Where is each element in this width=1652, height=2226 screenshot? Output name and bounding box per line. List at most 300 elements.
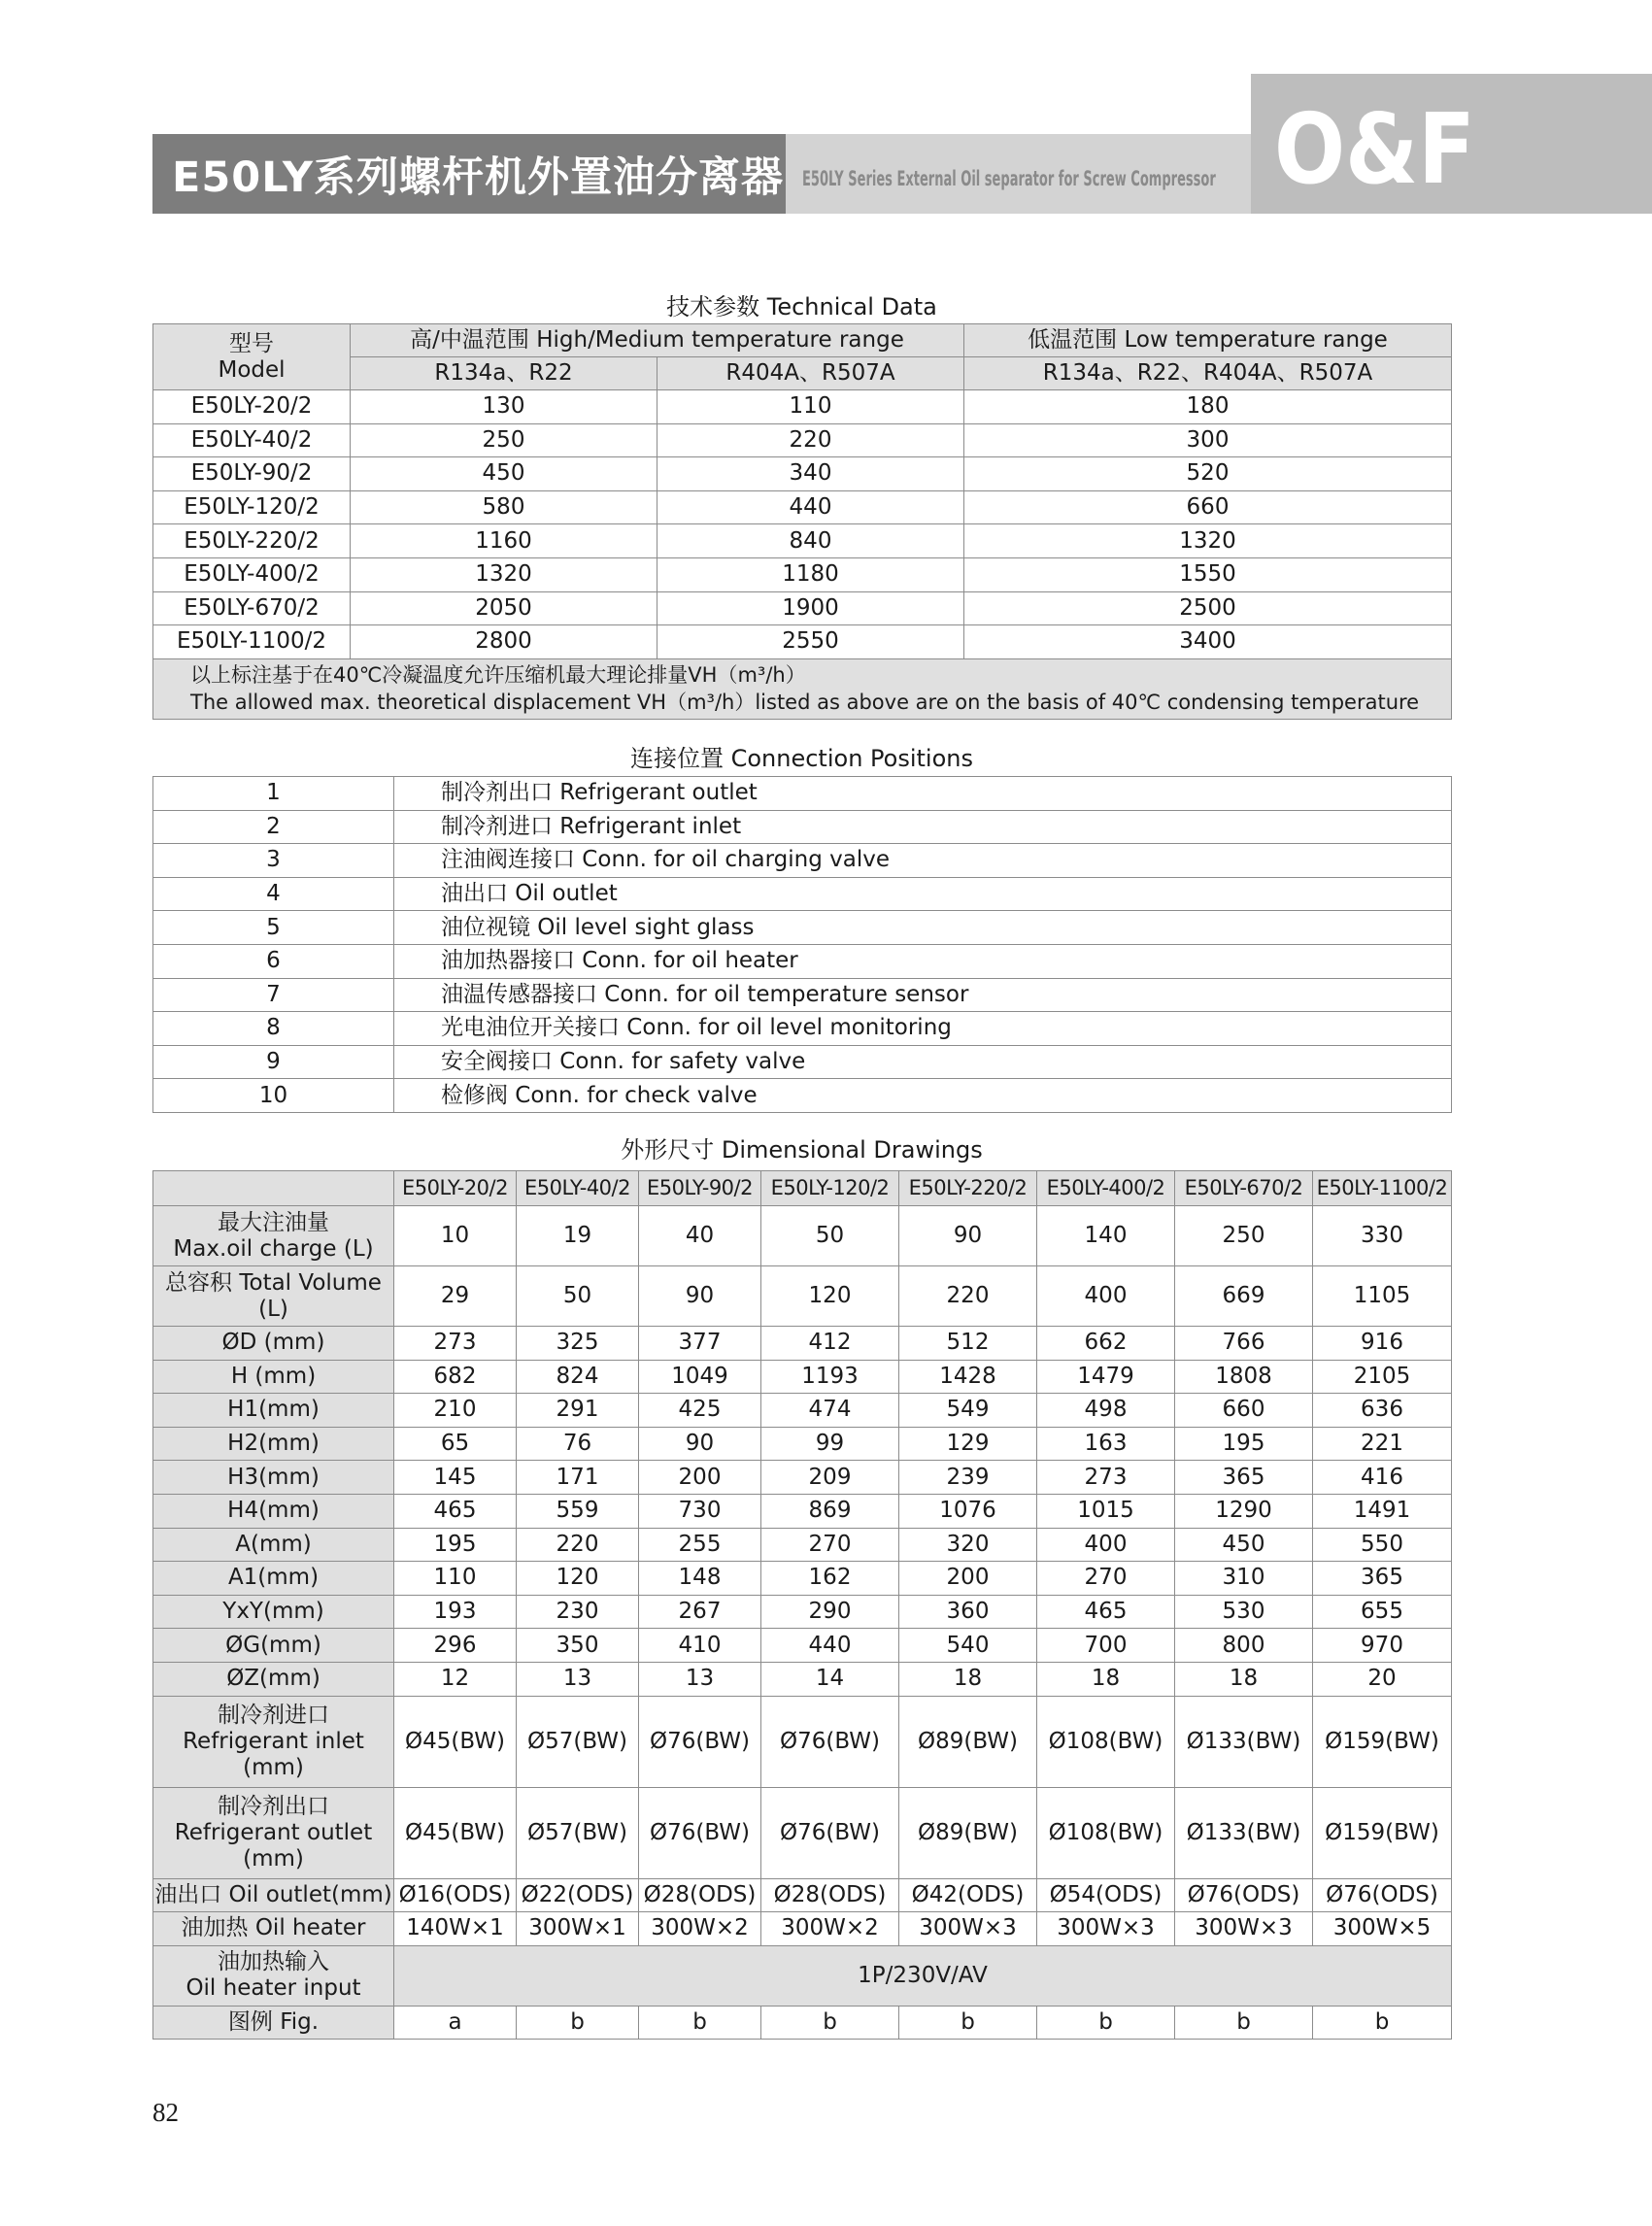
model-column-header: E50LY-670/2 [1175,1171,1313,1206]
dimension-label [153,1461,394,1495]
dimension-value: 145 [394,1461,517,1495]
connection-row [153,1045,1452,1079]
dimension-label-line: (mm) [243,1754,304,1780]
dimension-value: 1015 [1037,1494,1175,1528]
value-cell: 220 [657,423,964,457]
dimension-value: 195 [394,1528,517,1562]
model-column-header: E50LY-400/2 [1037,1171,1175,1206]
heater-input-label [153,1945,394,2006]
dimension-label [153,1494,394,1528]
dimension-label-line: 油出口 Oil outlet(mm) [154,1881,392,1907]
connection-number: 1 [153,777,394,811]
dimensions-title: 外形尺寸 Dimensional Drawings [621,1136,983,1164]
dimension-value: 300W×5 [1313,1912,1452,1946]
dimension-value: 163 [1037,1427,1175,1461]
dimension-label-line: A1(mm) [227,1565,320,1591]
dimension-value: 970 [1313,1629,1452,1663]
dimension-value: Ø28(ODS) [639,1878,761,1912]
dimension-value: 19 [517,1206,639,1266]
dimension-row [153,1878,1452,1912]
dimension-value: 377 [639,1327,761,1361]
dimension-value: Ø108(BW) [1037,1696,1175,1787]
dimension-row [153,1327,1452,1361]
dimension-label [153,1266,394,1327]
model-cell: E50LY-20/2 [153,390,351,424]
dimensions-header-row [153,1171,1452,1206]
dimension-value: 2105 [1313,1360,1452,1394]
dimension-value: Ø159(BW) [1313,1696,1452,1787]
dimension-value: 512 [899,1327,1037,1361]
dimension-value: 655 [1313,1595,1452,1629]
dimension-value: 230 [517,1595,639,1629]
model-header [153,324,351,390]
dimension-value: 99 [761,1427,899,1461]
connection-description: 油加热器接口 Conn. for oil heater [394,944,1452,978]
dimension-value: 1290 [1175,1494,1313,1528]
dimension-value: 530 [1175,1595,1313,1629]
technical-row [153,423,1452,457]
model-column-header: E50LY-1100/2 [1313,1171,1452,1206]
dimension-value: 65 [394,1427,517,1461]
connection-row [153,1079,1452,1113]
dimension-value: 50 [517,1266,639,1327]
dimension-value: 1076 [899,1494,1037,1528]
connection-number: 10 [153,1079,394,1113]
dimension-value: 1428 [899,1360,1037,1394]
connection-row [153,911,1452,945]
dimension-value: Ø76(BW) [761,1696,899,1787]
dimension-value: 440 [761,1629,899,1663]
value-cell: 450 [351,457,657,491]
dimension-row [153,1595,1452,1629]
low-range-header: 低温范围 Low temperature range [964,324,1452,357]
dimension-value: 270 [1037,1562,1175,1596]
value-cell: 2550 [657,625,964,659]
dimension-row [153,1912,1452,1946]
technical-note [153,658,1452,719]
dimension-value: 662 [1037,1327,1175,1361]
dimension-value: 660 [1175,1394,1313,1428]
dimension-label [153,1327,394,1361]
connections-title: 连接位置 Connection Positions [629,745,973,772]
dimension-value: 766 [1175,1327,1313,1361]
dimension-value: 325 [517,1327,639,1361]
dimension-value: Ø76(BW) [639,1696,761,1787]
figure-value: b [1175,2006,1313,2040]
dimension-value: 110 [394,1562,517,1596]
dimension-value: 636 [1313,1394,1452,1428]
model-cell: E50LY-400/2 [153,557,351,591]
note-en: The allowed max. theoretical displacement VH（m³/h）listed as above are on the basis of 40℃ condensing temperature [190,691,1420,715]
dimension-value: 250 [1175,1206,1313,1266]
model-cell: E50LY-1100/2 [153,625,351,659]
dimension-value: 400 [1037,1528,1175,1562]
dimension-row [153,1494,1452,1528]
dimension-value: Ø57(BW) [517,1787,639,1878]
dimension-label-line: Refrigerant outlet [174,1819,373,1845]
dimension-value: 916 [1313,1327,1452,1361]
connection-number: 6 [153,944,394,978]
dimension-value: 140W×1 [394,1912,517,1946]
technical-row [153,457,1452,491]
dimension-value: 148 [639,1562,761,1596]
value-cell: 3400 [964,625,1452,659]
figure-value: b [1037,2006,1175,2040]
value-cell: 1180 [657,557,964,591]
dimension-value: 76 [517,1427,639,1461]
value-cell: 580 [351,490,657,524]
connection-number: 3 [153,844,394,878]
figure-value: b [517,2006,639,2040]
dimension-label-line: YxY(mm) [222,1599,324,1625]
dimension-value: 120 [761,1266,899,1327]
dimension-label-line: 制冷剂进口 [218,1702,329,1728]
dimension-label-line: ØD (mm) [221,1330,325,1356]
connection-description: 制冷剂进口 Refrigerant inlet [394,810,1452,844]
connection-row [153,978,1452,1012]
connection-row [153,1012,1452,1046]
value-cell: 250 [351,423,657,457]
dimension-value: Ø89(BW) [899,1696,1037,1787]
figure-label: 图例 Fig. [153,2006,394,2040]
model-column-header: E50LY-220/2 [899,1171,1037,1206]
dimension-row [153,1394,1452,1428]
note-cn: 以上标注基于在40℃冷凝温度允许压缩机最大理论排量VH（m³/h） [190,663,806,688]
technical-data-table [152,323,1452,720]
figure-value: b [639,2006,761,2040]
dimension-value: 13 [639,1662,761,1696]
dimension-value: 120 [517,1562,639,1596]
dimension-row [153,1696,1452,1787]
dimension-label [153,1662,394,1696]
model-column-header: E50LY-120/2 [761,1171,899,1206]
dimension-value: 416 [1313,1461,1452,1495]
connection-row [153,944,1452,978]
dimension-value: 310 [1175,1562,1313,1596]
technical-note-row [153,658,1452,719]
dimension-row [153,1629,1452,1663]
dimension-label-line: A(mm) [235,1531,312,1557]
value-cell: 2500 [964,591,1452,625]
dimension-label-line: 最大注油量 [218,1209,329,1235]
dimension-value: Ø76(BW) [639,1787,761,1878]
connection-number: 2 [153,810,394,844]
dimension-value: 18 [899,1662,1037,1696]
value-cell: 840 [657,524,964,558]
dimension-value: 320 [899,1528,1037,1562]
dimension-value: Ø57(BW) [517,1696,639,1787]
dimension-value: 29 [394,1266,517,1327]
connection-description: 安全阀接口 Conn. for safety valve [394,1045,1452,1079]
dimension-label-line: ØZ(mm) [226,1666,320,1692]
dimension-value: 220 [517,1528,639,1562]
model-cell: E50LY-40/2 [153,423,351,457]
dimension-value: 824 [517,1360,639,1394]
connection-number: 7 [153,978,394,1012]
dimension-value: 474 [761,1394,899,1428]
technical-row [153,390,1452,424]
model-header-en: Model [218,356,286,383]
value-cell: 1900 [657,591,964,625]
dimension-value: 1049 [639,1360,761,1394]
dimension-label-line: Refrigerant inlet [183,1728,364,1754]
dimension-label-line: H3(mm) [227,1464,320,1490]
dimension-label [153,1912,394,1946]
value-cell: 340 [657,457,964,491]
dimension-row [153,1266,1452,1327]
dimension-value: 412 [761,1327,899,1361]
dimension-label [153,1629,394,1663]
dimension-value: Ø22(ODS) [517,1878,639,1912]
dimension-value: 200 [639,1461,761,1495]
dimension-value: 1105 [1313,1266,1452,1327]
value-cell: 130 [351,390,657,424]
dimension-value: 162 [761,1562,899,1596]
dimension-label-line: (mm) [243,1845,304,1872]
connection-row [153,777,1452,811]
dimension-value: 300W×2 [639,1912,761,1946]
value-cell: 660 [964,490,1452,524]
dimension-value: 290 [761,1595,899,1629]
high-range-header: 高/中温范围 High/Medium temperature range [351,324,964,357]
dimension-label [153,1360,394,1394]
dimension-value: 1808 [1175,1360,1313,1394]
technical-row [153,524,1452,558]
dimension-label-line: 油加热 Oil heater [181,1915,366,1941]
connection-row [153,844,1452,878]
figure-value: b [1313,2006,1452,2040]
value-cell: 520 [964,457,1452,491]
connection-description: 光电油位开关接口 Conn. for oil level monitoring [394,1012,1452,1046]
value-cell: 2800 [351,625,657,659]
dimension-value: 40 [639,1206,761,1266]
dimension-row [153,1360,1452,1394]
connection-number: 9 [153,1045,394,1079]
dimension-label [153,1878,394,1912]
connection-description: 检修阀 Conn. for check valve [394,1079,1452,1113]
header-title-block [152,134,786,214]
value-cell: 180 [964,390,1452,424]
dimension-value: 273 [1037,1461,1175,1495]
figure-row [153,2006,1452,2040]
dimension-value: 360 [899,1595,1037,1629]
dimension-value: 498 [1037,1394,1175,1428]
connection-description: 油出口 Oil outlet [394,877,1452,911]
dimension-value: Ø76(BW) [761,1787,899,1878]
dimension-value: 12 [394,1662,517,1696]
dimension-row [153,1528,1452,1562]
dimension-value: 300W×1 [517,1912,639,1946]
dimension-label-line: H1(mm) [227,1397,320,1423]
dimension-value: 90 [899,1206,1037,1266]
dimension-label-line: H4(mm) [227,1498,320,1524]
dimension-value: 270 [761,1528,899,1562]
dimension-value: 1479 [1037,1360,1175,1394]
technical-row [153,591,1452,625]
dimension-label [153,1562,394,1596]
dimension-label-line: (L) [258,1296,288,1322]
dimension-value: Ø89(BW) [899,1787,1037,1878]
page-subtitle: E50LY Series External Oil separator for Screw Compressor [802,167,1216,190]
dimension-value: 425 [639,1394,761,1428]
dimension-value: 14 [761,1662,899,1696]
value-cell: 110 [657,390,964,424]
dimensions-table [152,1170,1452,2040]
dimension-value: 682 [394,1360,517,1394]
dimension-value: Ø133(BW) [1175,1787,1313,1878]
dimension-value: 669 [1175,1266,1313,1327]
model-header-cn: 型号 [229,330,274,356]
brand-logo: O&F [1274,92,1475,206]
dimension-row [153,1206,1452,1266]
dimension-label-line: ØG(mm) [225,1632,321,1658]
connection-description: 油位视镜 Oil level sight glass [394,911,1452,945]
value-cell: 300 [964,423,1452,457]
dimension-label [153,1595,394,1629]
dimension-value: 350 [517,1629,639,1663]
dimension-value: 220 [899,1266,1037,1327]
heater-input-label-cn: 油加热输入 [218,1949,329,1975]
technical-row [153,490,1452,524]
page-title: E50LY系列螺杆机外置油分离器 [172,152,785,202]
dimension-value: Ø45(BW) [394,1787,517,1878]
dimension-label [153,1206,394,1266]
dimension-value: 18 [1175,1662,1313,1696]
dimension-value: 1491 [1313,1494,1452,1528]
dimension-value: 400 [1037,1266,1175,1327]
dimension-value: 129 [899,1427,1037,1461]
figure-value: a [394,2006,517,2040]
dimension-value: 209 [761,1461,899,1495]
dimension-value: 330 [1313,1206,1452,1266]
value-cell: 1550 [964,557,1452,591]
dimension-value: 267 [639,1595,761,1629]
connection-row [153,810,1452,844]
dimension-value: Ø159(BW) [1313,1787,1452,1878]
technical-row [153,625,1452,659]
dimension-value: 90 [639,1266,761,1327]
dimension-value: 18 [1037,1662,1175,1696]
dimension-value: 450 [1175,1528,1313,1562]
dimension-label [153,1696,394,1787]
dimension-value: 550 [1313,1528,1452,1562]
dimension-value: 300W×3 [1175,1912,1313,1946]
technical-row [153,557,1452,591]
dimension-value: Ø28(ODS) [761,1878,899,1912]
dimension-value: 300W×3 [1037,1912,1175,1946]
dimension-value: Ø133(BW) [1175,1696,1313,1787]
dimension-value: 20 [1313,1662,1452,1696]
dimension-label-line: Max.oil charge (L) [173,1235,374,1262]
dimension-value: 291 [517,1394,639,1428]
dimension-value: Ø16(ODS) [394,1878,517,1912]
dimension-label [153,1394,394,1428]
value-cell: 1320 [964,524,1452,558]
model-column-header: E50LY-90/2 [639,1171,761,1206]
dimension-value: 300W×3 [899,1912,1037,1946]
refrigerant-header-1: R134a、R22 [351,357,657,390]
dimension-value: 465 [1037,1595,1175,1629]
dimension-value: 193 [394,1595,517,1629]
dimension-row [153,1787,1452,1878]
dimension-label [153,1528,394,1562]
dimension-value: 365 [1175,1461,1313,1495]
dimension-value: 869 [761,1494,899,1528]
dimension-value: 730 [639,1494,761,1528]
dimension-value: 559 [517,1494,639,1528]
figure-value: b [899,2006,1037,2040]
dimension-label [153,1427,394,1461]
heater-input-label-en: Oil heater input [185,1975,361,2002]
figure-value: b [761,2006,899,2040]
model-column-header: E50LY-40/2 [517,1171,639,1206]
dimension-value: 200 [899,1562,1037,1596]
model-cell: E50LY-120/2 [153,490,351,524]
dimension-value: Ø108(BW) [1037,1787,1175,1878]
value-cell: 1160 [351,524,657,558]
dimension-value: 10 [394,1206,517,1266]
dimension-value: 50 [761,1206,899,1266]
value-cell: 2050 [351,591,657,625]
dimension-value: Ø76(ODS) [1313,1878,1452,1912]
dimension-value: 210 [394,1394,517,1428]
corner-cell [153,1171,394,1206]
dimension-row [153,1562,1452,1596]
heater-input-row [153,1945,1452,2006]
dimension-value: 365 [1313,1562,1452,1596]
connections-table [152,776,1452,1113]
connection-description: 油温传感器接口 Conn. for oil temperature sensor [394,978,1452,1012]
value-cell: 1320 [351,557,657,591]
model-cell: E50LY-90/2 [153,457,351,491]
dimension-value: Ø45(BW) [394,1696,517,1787]
dimension-value: 273 [394,1327,517,1361]
dimension-value: 410 [639,1629,761,1663]
dimension-value: 140 [1037,1206,1175,1266]
connection-description: 注油阀连接口 Conn. for oil charging valve [394,844,1452,878]
dimension-value: Ø54(ODS) [1037,1878,1175,1912]
dimension-value: 13 [517,1662,639,1696]
dimension-row [153,1461,1452,1495]
page-number: 82 [152,2098,179,2127]
model-cell: E50LY-670/2 [153,591,351,625]
dimension-value: 540 [899,1629,1037,1663]
dimension-row [153,1662,1452,1696]
connection-row [153,877,1452,911]
dimension-value: 296 [394,1629,517,1663]
model-column-header: E50LY-20/2 [394,1171,517,1206]
connection-description: 制冷剂出口 Refrigerant outlet [394,777,1452,811]
dimension-value: 171 [517,1461,639,1495]
dimension-label-line: H (mm) [230,1363,317,1389]
dimension-value: 549 [899,1394,1037,1428]
value-cell: 440 [657,490,964,524]
technical-data-title: 技术参数 Technical Data [666,293,937,320]
connection-number: 4 [153,877,394,911]
dimension-label-line: H2(mm) [227,1431,320,1457]
dimension-value: 700 [1037,1629,1175,1663]
dimension-label [153,1787,394,1878]
dimension-value: 255 [639,1528,761,1562]
dimension-value: 300W×2 [761,1912,899,1946]
model-cell: E50LY-220/2 [153,524,351,558]
dimension-label-line: 总容积 Total Volume [165,1269,382,1296]
dimension-value: 221 [1313,1427,1452,1461]
refrigerant-header-3: R134a、R22、R404A、R507A [964,357,1452,390]
dimension-row [153,1427,1452,1461]
connection-number: 5 [153,911,394,945]
heater-input-value: 1P/230V/AV [394,1945,1452,2006]
